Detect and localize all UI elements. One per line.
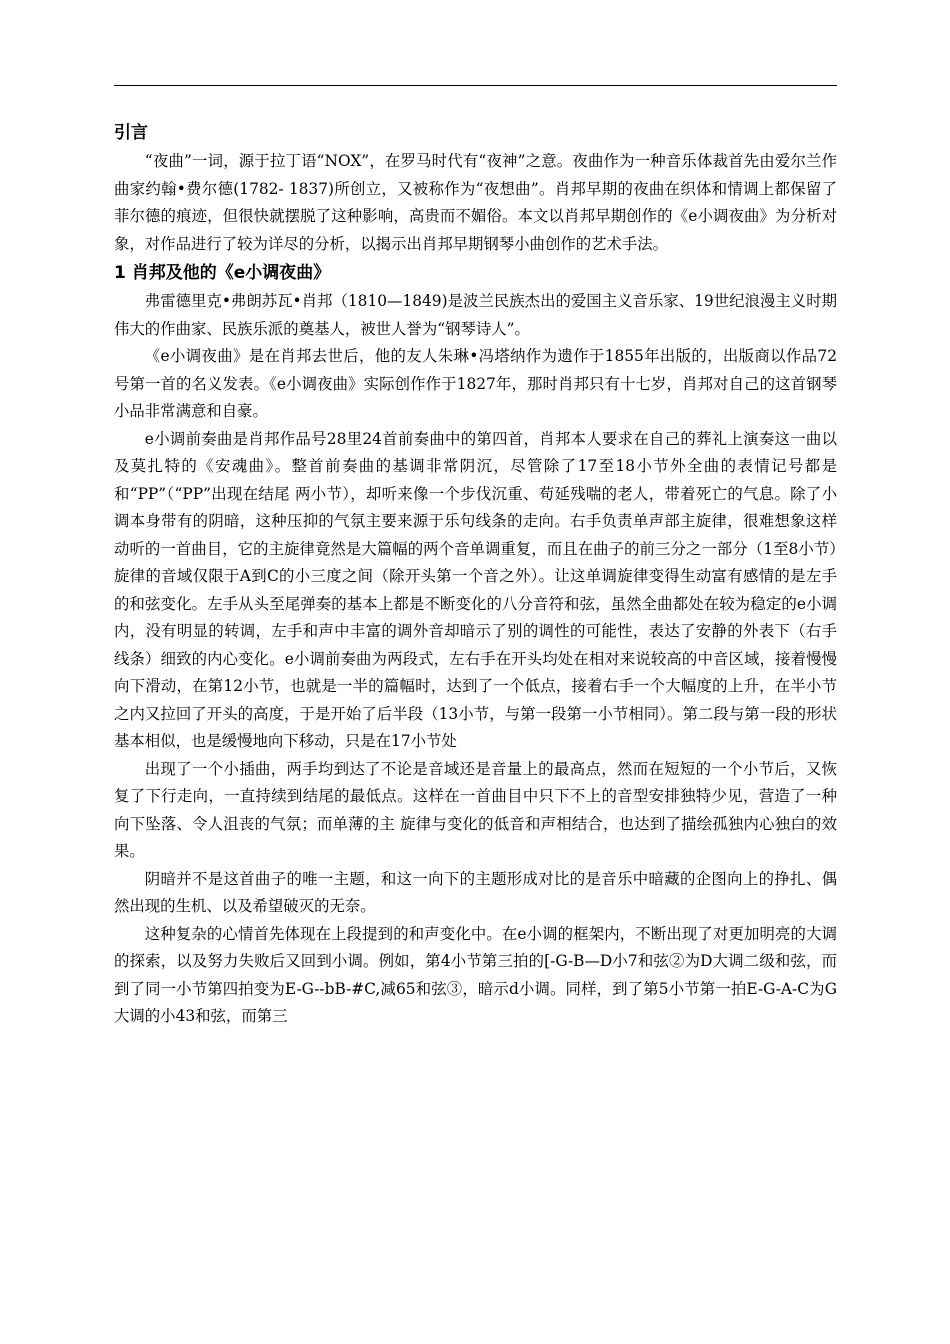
body-paragraph: 这种复杂的心情首先体现在上段提到的和声变化中。在e小调的框架内，不断出现了对更加明亮的大调的探索，以及努力失败后又回到小调。例如，第4小节第三拍的[-G-B—D小7和弦②为D大调二级和弦，而到了同一小节第四拍变为E-G--bB-#C,减65和弦③，暗示d小调。同样，到了第5小节第一拍E-G-A-C为G大调的小43和弦，而第三 <box>114 924 837 1025</box>
header-rule <box>114 85 837 86</box>
body-paragraph: e小调前奏曲是肖邦作品号28里24首前奏曲中的第四首，肖邦本人要求在自己的葬礼上演奏这一曲以及莫扎特的《安魂曲》。整首前奏曲的基调非常阴沉，尽管除了17至18小节外全曲的表情记号都是和“PP”（“PP”出现在结尾 两小节），却听来像一个步伐沉重、苟延残喘的老人，带着死亡的气息。除了小调本身带有的阴暗，这种压抑的气氛主要来源于乐句线条的走向。右手负责单声部主旋律，很难想象这样动听的一首曲目，它的主旋律竟然是大篇幅的两个音单调重复，而且在曲子的前三分之一部分（1至8小节）旋律的音域仅限于A到C的小三度之间（除开头第一个音之外）。让这单调旋律变得生动富有感情的是左手的和弦变化。左手从头至尾弹奏的基本上都是不断变化的八分音符和弦，虽然全曲都处在较为稳定的e小调内，没有明显的转调，左手和声中丰富的调外音却暗示了别的调性的可能性，表达了安静的外表下（右手线条）细致的内心变化。e小调前奏曲为两段式，左右手在开头均处在相对来说较高的中音区域，接着慢慢向下滑动，在第12小节，也就是一半的篇幅时，达到了一个低点，接着右手一个大幅度的上升，在半小节之内又拉回了开头的高度，于是开始了后半段（13小节，与第一段第一小节相同）。第二段与第一段的形状基本相似，也是缓慢地向下移动，只是在17小节处 <box>114 429 837 750</box>
body-paragraph: 出现了一个小插曲，两手均到达了不论是音域还是音量上的最高点，然而在短短的一个小节后，又恢复了下行走向，一直持续到结尾的最低点。这样在一首曲目中只下不上的音型安排独特少见，营造了一种向下坠落、令人沮丧的气氛；而单薄的主 旋律与变化的低音和声相结合，也达到了描绘孤独内心独白的效果。 <box>114 759 837 860</box>
document-body <box>114 118 837 1031</box>
section-heading-introduction: 引言 <box>114 123 148 143</box>
body-paragraph: 《e小调夜曲》是在肖邦去世后，他的友人朱琳•冯塔纳作为遗作于1855年出版的，出版商以作品72号第一首的名义发表。《e小调夜曲》实际创作作于1827年，那时肖邦只有十七岁，肖邦对自己的这首钢琴小品非常满意和自豪。 <box>114 347 837 420</box>
body-paragraph: 阴暗并不是这首曲子的唯一主题，和这一向下的主题形成对比的是音乐中暗藏的企图向上的挣扎、偶然出现的生机、以及希望破灭的无奈。 <box>114 869 837 915</box>
section-heading-chopin-nocturne: 1 肖邦及他的《e小调夜曲》 <box>114 263 331 283</box>
intro-paragraph: “夜曲”一词，源于拉丁语“NOX”，在罗马时代有“夜神”之意。夜曲作为一种音乐体裁首先由爱尔兰作曲家约翰•费尔德(1782- 1837)所创立，又被称作为“夜想曲”。肖邦早期的夜曲在织体和情调上都保留了菲尔德的痕迹，但很快就摆脱了这种影响，高贵而不媚俗。本文以肖邦早期创作的《e小调夜曲》为分析对象，对作品进行了较为详尽的分析，以揭示出肖邦早期钢琴小曲创作的艺术手法。 <box>114 152 837 253</box>
body-paragraph: 弗雷德里克•弗朗苏瓦•肖邦（1810—1849)是波兰民族杰出的爱国主义音乐家、19世纪浪漫主义时期伟大的作曲家、民族乐派的奠基人，被世人誉为“钢琴诗人”。 <box>114 292 837 338</box>
